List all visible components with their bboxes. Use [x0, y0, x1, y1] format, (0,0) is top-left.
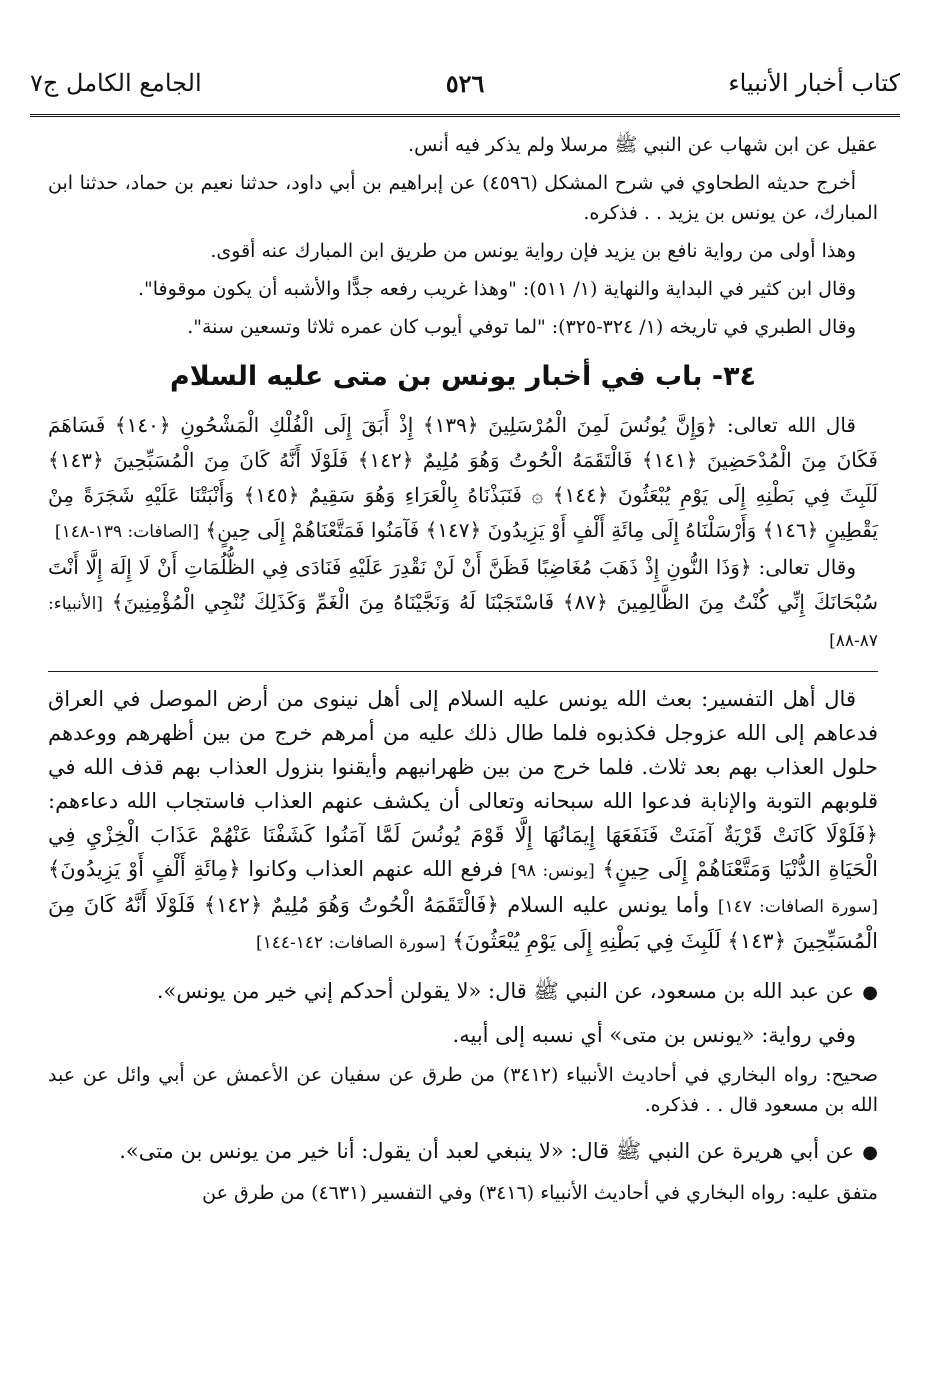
quran-quote: ﴿فَالْتَقَمَهُ الْحُوتُ وَهُوَ مُلِيمٌ ﴿١٤٢﴾ فَلَوْلَا أَنَّهُ كَانَ مِنَ الْمُسَبِّحِينَ ﴿١٤٣﴾ لَلَبِثَ فِي بَطْنِهِ إِلَى يَوْمِ يُبْعَثُونَ﴾: [48, 893, 878, 953]
book-title: كتاب أخبار الأنبياء: [728, 69, 900, 97]
hadith-text: عن أبي هريرة عن النبي ﷺ قال: «لا ينبغي لعبد أن يقول: أنا خير من يونس بن متى».: [119, 1139, 855, 1163]
verse-intro: قال الله تعالى:: [726, 413, 856, 437]
page-body: [48, 130, 878, 1208]
paragraph-tahawi: أخرج حديثه الطحاوي في شرح المشكل (٤٥٩٦) عن إبراهيم بن أبي داود، حدثنا نعيم بن حماد، حدثنا ابن المبارك، عن يونس بن يزيد . . فذكره.: [48, 172, 878, 224]
verse-block-anbiya: [48, 550, 878, 659]
verse-intro: وقال تعالى:: [758, 555, 857, 579]
bullet-icon: ●: [862, 982, 878, 1003]
hadith-text: عن عبد الله بن مسعود، عن النبي ﷺ قال: «لا يقولن أحدكم إني خير من يونس».: [156, 979, 855, 1003]
section-divider: [48, 671, 878, 672]
running-header: [30, 62, 900, 104]
volume-label: الجامع الكامل ج٧: [30, 69, 202, 97]
bullet-icon: ●: [862, 1142, 878, 1163]
header-divider: [30, 114, 900, 121]
quran-reference: [يونس: ٩٨]: [511, 861, 595, 881]
chapter-title: ٣٤- باب في أخبار يونس بن متى عليه السلام: [169, 361, 757, 392]
paragraph-aqil: عقيل عن ابن شهاب عن النبي ﷺ مرسلا ولم يذكر فيه أنس.: [408, 134, 878, 156]
hadith-grading: متفق عليه: رواه البخاري في أحاديث الأنبياء (٣٤١٦) وفي التفسير (٤٦٣١) من طرق عن: [202, 1182, 878, 1204]
verse-reference: [الأنبياء: ٨٧-٨٨]: [48, 594, 878, 651]
page-number: ٥٢٦: [445, 68, 485, 98]
verse-text: ﴿وَذَا النُّونِ إِذْ ذَهَبَ مُغَاضِبًا فَظَنَّ أَنْ لَنْ نَقْدِرَ عَلَيْهِ فَنَادَى فِي الظُّلُمَاتِ أَنْ لَا إِلَهَ إِلَّا أَنْتَ سُبْحَانَكَ إِنِّي كُنْتُ مِنَ الظَّالِمِينَ ﴿٨٧﴾ فَاسْتَجَبْنَا لَهُ وَنَجَّيْنَاهُ مِنَ الْغَمِّ وَكَذَلِكَ نُنْجِي الْمُؤْمِنِينَ﴾: [48, 555, 879, 614]
quran-quote: ﴿مِائَةِ أَلْفٍ أَوْ يَزِيدُونَ﴾: [48, 857, 241, 881]
quran-reference: [سورة الصافات: ١٤٢-١٤٤]: [255, 933, 446, 953]
verse-reference: [الصافات: ١٣٩-١٤٨]: [54, 522, 200, 542]
paragraph-ibn-kathir: وقال ابن كثير في البداية والنهاية (١/ ٥١١): "وهذا غريب رفعه جدًّا والأشبه أن يكون موقوفا".: [137, 278, 856, 300]
hadith-grading: صحيح: رواه البخاري في أحاديث الأنبياء (٣٤١٢) من طرق عن سفيان عن الأعمش عن أبي وائل عن عبد الله بن مسعود قال . . فذكره.: [48, 1064, 878, 1116]
hadith-abu-hurayra: [48, 1134, 878, 1170]
tafsir-text: فرفع الله عنهم العذاب وكانوا: [248, 857, 504, 881]
paragraph-tabari: وقال الطبري في تاريخه (١/ ٣٢٤-٣٢٥): "لما توفي أيوب كان عمره ثلاثا وتسعين سنة".: [187, 316, 856, 338]
hadith-variant: وفي رواية: «يونس بن متى» أي نسبه إلى أبيه.: [452, 1023, 856, 1047]
tafsir-paragraph: [48, 682, 878, 960]
quran-reference: [سورة الصافات: ١٤٧]: [717, 897, 878, 917]
tafsir-text: قال أهل التفسير: بعث الله يونس عليه السلام إلى أهل نينوى من أرض الموصل في العراق فدعاهم إلى الله عزوجل فكذبوه فلما طال ذلك عليه من أمرهم خرج من بين أظهرهم ووعدهم حلول العذاب بهم بعد ثلاث. فلما خرج من بين ظهرانيهم وأيقنوا بنزول العذاب بهم قذف الله في قلوبهم التوبة والإنابة فدعوا الله سبحانه وتعالى أن يكشف عنهم العذاب فاستجاب الله دعاءهم:: [48, 687, 878, 813]
hadith-ibn-masud: [48, 974, 878, 1010]
quran-quote: ﴿فَلَوْلَا كَانَتْ قَرْيَةٌ آمَنَتْ فَنَفَعَهَا إِيمَانُهَا إِلَّا قَوْمَ يُونُسَ لَمَّا آمَنُوا كَشَفْنَا عَنْهُمْ عَذَابَ الْخِزْيِ فِي الْحَيَاةِ الدُّنْيَا وَمَتَّعْنَاهُمْ إِلَى حِينٍ﴾: [48, 823, 878, 881]
paragraph-awla: وهذا أولى من رواية نافع بن يزيد فإن رواية يونس من طريق ابن المبارك عنه أقوى.: [210, 240, 856, 262]
verse-block-saffat: [48, 408, 878, 550]
verse-text: ﴿وَإِنَّ يُونُسَ لَمِنَ الْمُرْسَلِينَ ﴿١٣٩﴾ إِذْ أَبَقَ إِلَى الْفُلْكِ الْمَشْحُونِ ﴿١٤٠﴾ فَسَاهَمَ فَكَانَ مِنَ الْمُدْحَضِينَ ﴿١٤١﴾ فَالْتَقَمَهُ الْحُوتُ وَهُوَ مُلِيمٌ ﴿١٤٢﴾ فَلَوْلَا أَنَّهُ كَانَ مِنَ الْمُسَبِّحِينَ ﴿١٤٣﴾ لَلَبِثَ فِي بَطْنِهِ إِلَى يَوْمِ يُبْعَثُونَ ﴿١٤٤﴾ ۞ فَنَبَذْنَاهُ بِالْعَرَاءِ وَهُوَ سَقِيمٌ ﴿١٤٥﴾ وَأَنْبَتْنَا عَلَيْهِ شَجَرَةً مِنْ يَقْطِينٍ ﴿١٤٦﴾ وَأَرْسَلْنَاهُ إِلَى مِائَةِ أَلْفٍ أَوْ يَزِيدُونَ ﴿١٤٧﴾ فَآمَنُوا فَمَتَّعْنَاهُمْ إِلَى حِينٍ﴾: [48, 413, 878, 542]
tafsir-text: وأما يونس عليه السلام: [507, 893, 710, 917]
